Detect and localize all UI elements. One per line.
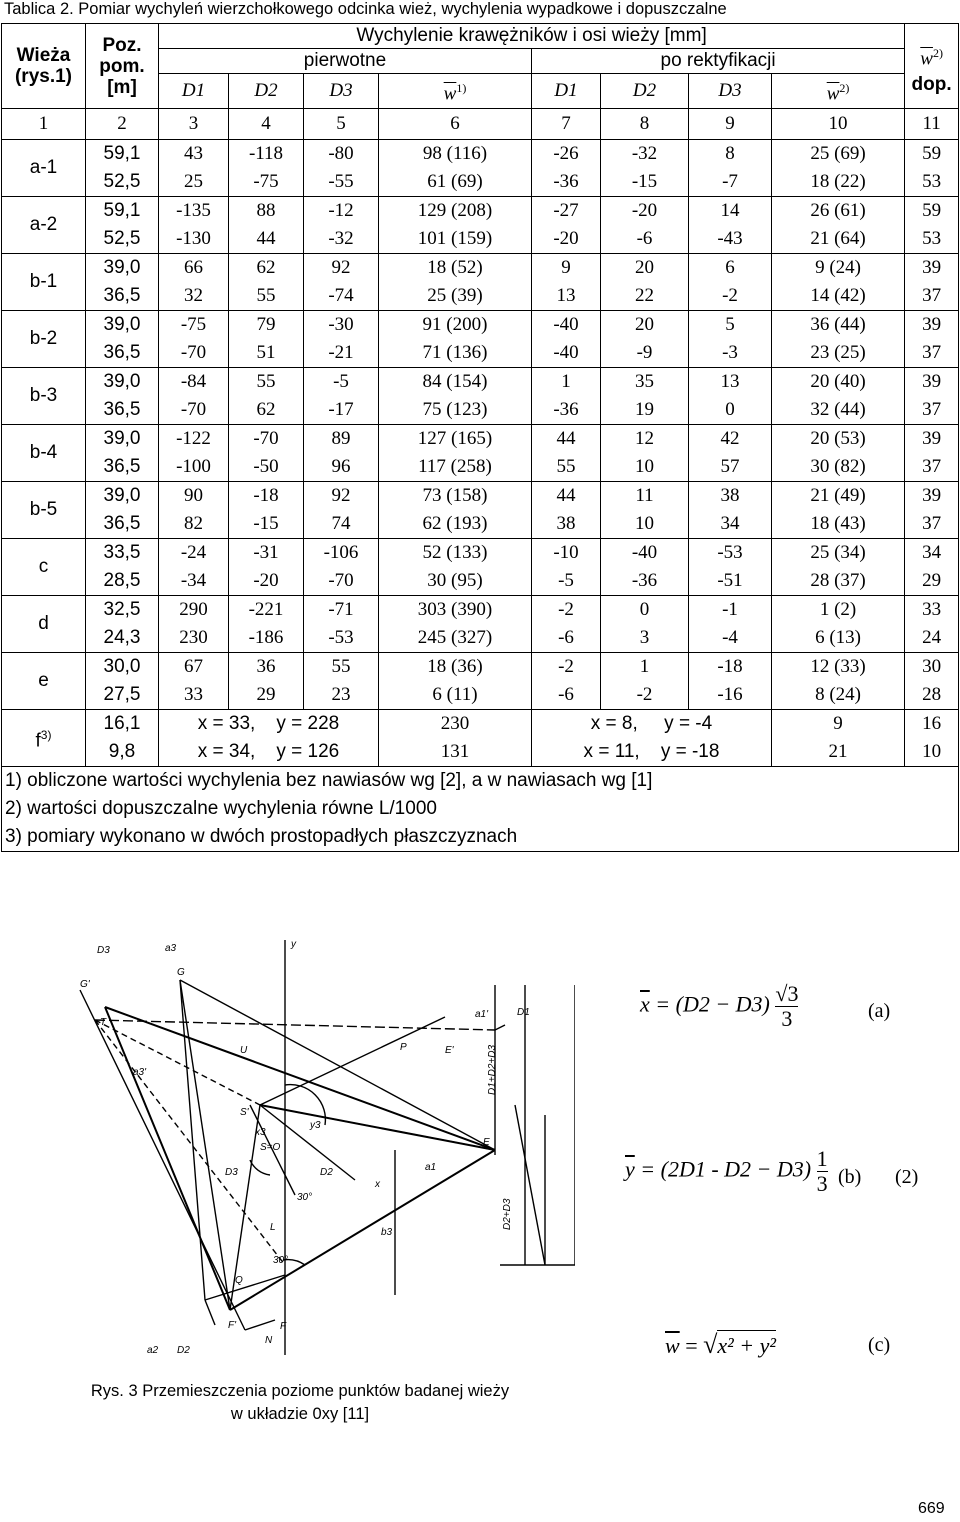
cell-rd2: 1 -2 bbox=[601, 653, 689, 710]
cell-d1: 43 25 bbox=[159, 140, 229, 197]
header-d2: D2 bbox=[229, 74, 304, 109]
cell-rd2: 20 22 bbox=[601, 254, 689, 311]
displacement-diagram bbox=[55, 935, 575, 1375]
header-wdop: $\overline{w}^{2)}$ dop. bbox=[905, 24, 959, 109]
cell-d1: -135 -130 bbox=[159, 197, 229, 254]
svg-text:Q: Q bbox=[235, 1275, 243, 1286]
tower-id: b-4 bbox=[2, 425, 86, 482]
cell-w: 18 (52) 25 (39) bbox=[379, 254, 532, 311]
cell-dop: 59 53 bbox=[905, 140, 959, 197]
cell-w: 129 (208) 101 (159) bbox=[379, 197, 532, 254]
svg-text:E': E' bbox=[445, 1045, 454, 1056]
cell-rd1: -40 -40 bbox=[532, 311, 601, 368]
table-caption: Tablica 2. Pomiar wychyleń wierzchołkowego odcinka wież, wychylenia wypadkowe i dopuszczalne bbox=[4, 0, 727, 18]
cell-w: 98 (116) 61 (69) bbox=[379, 140, 532, 197]
cell-rd2: 35 19 bbox=[601, 368, 689, 425]
column-number: 8 bbox=[601, 109, 689, 140]
cell-pos: 16,1 9,8 bbox=[86, 710, 159, 767]
equation-a-label: (a) bbox=[868, 1000, 891, 1022]
cell-rd3: -53 -51 bbox=[689, 539, 772, 596]
svg-text:D2: D2 bbox=[177, 1345, 190, 1356]
svg-text:b3: b3 bbox=[381, 1227, 393, 1238]
svg-text:G': G' bbox=[80, 979, 90, 990]
tower-id: e bbox=[2, 653, 86, 710]
header-rd1: D1 bbox=[532, 74, 601, 109]
cell-w: 230 131 bbox=[379, 710, 532, 767]
cell-d3: -12 -32 bbox=[304, 197, 379, 254]
cell-rd3: 6 -2 bbox=[689, 254, 772, 311]
equation-number: (2) bbox=[895, 1166, 919, 1188]
tower-id: d bbox=[2, 596, 86, 653]
cell-pos: 59,1 52,5 bbox=[86, 140, 159, 197]
cell-rw: 21 (49) 18 (43) bbox=[772, 482, 905, 539]
cell-d1: 290 230 bbox=[159, 596, 229, 653]
svg-text:P: P bbox=[400, 1042, 407, 1053]
tower-id: b-5 bbox=[2, 482, 86, 539]
svg-text:a2: a2 bbox=[147, 1345, 159, 1356]
svg-text:a1': a1' bbox=[475, 1009, 489, 1020]
cell-rd1: -10 -5 bbox=[532, 539, 601, 596]
equation-c: $\overline{w} = √x^2 + y^2$ bbox=[665, 1330, 776, 1359]
cell-rd2: -40 -36 bbox=[601, 539, 689, 596]
header-rd3: D3 bbox=[689, 74, 772, 109]
cell-pos: 39,0 36,5 bbox=[86, 254, 159, 311]
table-row bbox=[2, 425, 959, 482]
equation-b: $\overline{y} = (2D1 - D2 - D3)$ $\frac{1}{3}$ bbox=[625, 1146, 828, 1196]
note: 2) wartości dopuszczalne wychylenia równe L/1000 bbox=[5, 798, 437, 820]
header-position: Poz. pom. [m] bbox=[86, 24, 159, 109]
header-d1: D1 bbox=[159, 74, 229, 109]
table-row bbox=[2, 140, 959, 197]
table-row bbox=[2, 539, 959, 596]
cell-pos: 39,0 36,5 bbox=[86, 311, 159, 368]
cell-d3: 92 -74 bbox=[304, 254, 379, 311]
cell-dop: 16 10 bbox=[905, 710, 959, 767]
note: 1) obliczone wartości wychylenia bez nawiasów wg [2], a w nawiasach wg [1] bbox=[5, 770, 653, 792]
cell-d3: -71 -53 bbox=[304, 596, 379, 653]
cell-rw: 1 (2) 6 (13) bbox=[772, 596, 905, 653]
tower-id: b-3 bbox=[2, 368, 86, 425]
cell-rd1: -27 -20 bbox=[532, 197, 601, 254]
svg-text:D3: D3 bbox=[225, 1167, 238, 1178]
svg-text:S=O: S=O bbox=[260, 1142, 281, 1153]
cell-d3: -80 -55 bbox=[304, 140, 379, 197]
column-number: 3 bbox=[159, 109, 229, 140]
equation-b-label: (b) bbox=[838, 1166, 862, 1188]
header-original: pierwotne bbox=[159, 49, 532, 74]
cell-rd2: -32 -15 bbox=[601, 140, 689, 197]
cell-rd1: 1 -36 bbox=[532, 368, 601, 425]
column-numbers bbox=[2, 109, 959, 140]
cell-after-xy: x = 8, y = -4 x = 11, y = -18 bbox=[532, 710, 772, 767]
cell-dop: 39 37 bbox=[905, 482, 959, 539]
cell-w: 18 (36) 6 (11) bbox=[379, 653, 532, 710]
svg-text:U: U bbox=[240, 1045, 248, 1056]
cell-rd3: 13 0 bbox=[689, 368, 772, 425]
cell-d3: -30 -21 bbox=[304, 311, 379, 368]
cell-rd2: 20 -9 bbox=[601, 311, 689, 368]
cell-orig-xy: x = 33, y = 228 x = 34, y = 126 bbox=[159, 710, 379, 767]
cell-d3: 55 23 bbox=[304, 653, 379, 710]
cell-d2: 55 62 bbox=[229, 368, 304, 425]
cell-rd1: -2 -6 bbox=[532, 596, 601, 653]
header-group: Wychylenie krawężników i osi wieży [mm] bbox=[159, 24, 905, 49]
header-after: po rektyfikacji bbox=[532, 49, 905, 74]
tower-id: $f^{3)}$ bbox=[2, 710, 86, 767]
header-rd2: D2 bbox=[601, 74, 689, 109]
tower-id: a-2 bbox=[2, 197, 86, 254]
table-row bbox=[2, 596, 959, 653]
column-number: 11 bbox=[905, 109, 959, 140]
cell-dop: 30 28 bbox=[905, 653, 959, 710]
cell-d2: -221 -186 bbox=[229, 596, 304, 653]
column-number: 2 bbox=[86, 109, 159, 140]
svg-text:30°: 30° bbox=[297, 1192, 313, 1203]
cell-d2: -118 -75 bbox=[229, 140, 304, 197]
cell-w: 84 (154) 75 (123) bbox=[379, 368, 532, 425]
cell-rd3: 14 -43 bbox=[689, 197, 772, 254]
svg-text:G: G bbox=[177, 967, 185, 978]
cell-d3: 89 96 bbox=[304, 425, 379, 482]
cell-pos: 32,5 24,3 bbox=[86, 596, 159, 653]
cell-rw: 25 (34) 28 (37) bbox=[772, 539, 905, 596]
column-number: 10 bbox=[772, 109, 905, 140]
measurement-table bbox=[1, 23, 959, 852]
svg-text:N: N bbox=[265, 1335, 273, 1346]
cell-rw: 9 21 bbox=[772, 710, 905, 767]
svg-text:T: T bbox=[100, 1017, 107, 1028]
svg-text:30°: 30° bbox=[273, 1255, 289, 1266]
svg-text:S': S' bbox=[240, 1107, 249, 1118]
column-number: 4 bbox=[229, 109, 304, 140]
equation-a: $\overline{x} = (D2 - D3)$ $\frac{√3}{3}$ bbox=[640, 981, 799, 1031]
page-number: 669 bbox=[918, 1500, 945, 1517]
cell-rw: 12 (33) 8 (24) bbox=[772, 653, 905, 710]
cell-d1: -122 -100 bbox=[159, 425, 229, 482]
cell-dop: 39 37 bbox=[905, 368, 959, 425]
cell-rd2: 0 3 bbox=[601, 596, 689, 653]
cell-d3: 92 74 bbox=[304, 482, 379, 539]
svg-text:a3': a3' bbox=[133, 1067, 147, 1078]
svg-text:x3: x3 bbox=[255, 1127, 266, 1138]
table-row bbox=[2, 254, 959, 311]
cell-rd2: 12 10 bbox=[601, 425, 689, 482]
cell-rw: 36 (44) 23 (25) bbox=[772, 311, 905, 368]
cell-rd3: 5 -3 bbox=[689, 311, 772, 368]
cell-rd3: 42 57 bbox=[689, 425, 772, 482]
tower-id: b-2 bbox=[2, 311, 86, 368]
cell-w: 73 (158) 62 (193) bbox=[379, 482, 532, 539]
cell-d3: -106 -70 bbox=[304, 539, 379, 596]
cell-d2: 79 51 bbox=[229, 311, 304, 368]
cell-dop: 33 24 bbox=[905, 596, 959, 653]
cell-d2: -31 -20 bbox=[229, 539, 304, 596]
cell-rd3: 38 34 bbox=[689, 482, 772, 539]
column-number: 1 bbox=[2, 109, 86, 140]
cell-rd2: 11 10 bbox=[601, 482, 689, 539]
cell-d2: -18 -15 bbox=[229, 482, 304, 539]
cell-rd1: -2 -6 bbox=[532, 653, 601, 710]
cell-rw: 9 (24) 14 (42) bbox=[772, 254, 905, 311]
svg-text:L: L bbox=[270, 1222, 276, 1233]
cell-dop: 34 29 bbox=[905, 539, 959, 596]
cell-d2: 88 44 bbox=[229, 197, 304, 254]
tower-id: b-1 bbox=[2, 254, 86, 311]
cell-rw: 26 (61) 21 (64) bbox=[772, 197, 905, 254]
svg-text:D2+D3: D2+D3 bbox=[502, 1198, 513, 1230]
cell-w: 127 (165) 117 (258) bbox=[379, 425, 532, 482]
tower-id: a-1 bbox=[2, 140, 86, 197]
table-row bbox=[2, 311, 959, 368]
table-row bbox=[2, 653, 959, 710]
cell-rw: 25 (69) 18 (22) bbox=[772, 140, 905, 197]
column-number: 5 bbox=[304, 109, 379, 140]
cell-w: 91 (200) 71 (136) bbox=[379, 311, 532, 368]
svg-text:y: y bbox=[291, 939, 296, 950]
svg-text:E: E bbox=[483, 1137, 490, 1148]
cell-d1: 90 82 bbox=[159, 482, 229, 539]
header-tower: Wieża (rys.1) bbox=[2, 24, 86, 109]
column-number: 7 bbox=[532, 109, 601, 140]
cell-dop: 59 53 bbox=[905, 197, 959, 254]
svg-text:x: x bbox=[375, 1179, 380, 1190]
svg-text:F: F bbox=[280, 1321, 287, 1332]
cell-pos: 59,1 52,5 bbox=[86, 197, 159, 254]
svg-text:D3: D3 bbox=[97, 945, 110, 956]
cell-d1: 66 32 bbox=[159, 254, 229, 311]
svg-text:D2: D2 bbox=[320, 1167, 333, 1178]
cell-w: 303 (390) 245 (327) bbox=[379, 596, 532, 653]
cell-d2: 62 55 bbox=[229, 254, 304, 311]
cell-pos: 39,0 36,5 bbox=[86, 425, 159, 482]
cell-rd1: 9 13 bbox=[532, 254, 601, 311]
cell-d1: -75 -70 bbox=[159, 311, 229, 368]
cell-rd1: 44 38 bbox=[532, 482, 601, 539]
table-notes bbox=[2, 767, 959, 852]
svg-text:D1+D2+D3: D1+D2+D3 bbox=[487, 1044, 498, 1095]
cell-rw: 20 (53) 30 (82) bbox=[772, 425, 905, 482]
svg-text:F': F' bbox=[228, 1320, 237, 1331]
cell-d1: -84 -70 bbox=[159, 368, 229, 425]
cell-d3: -5 -17 bbox=[304, 368, 379, 425]
table-row bbox=[2, 368, 959, 425]
column-number: 9 bbox=[689, 109, 772, 140]
tower-id: c bbox=[2, 539, 86, 596]
cell-rd1: -26 -36 bbox=[532, 140, 601, 197]
cell-rd3: -1 -4 bbox=[689, 596, 772, 653]
table-row bbox=[2, 482, 959, 539]
svg-text:y3: y3 bbox=[310, 1120, 321, 1131]
note: 3) pomiary wykonano w dwóch prostopadłych płaszczyznach bbox=[5, 826, 518, 848]
header-d3: D3 bbox=[304, 74, 379, 109]
cell-dop: 39 37 bbox=[905, 311, 959, 368]
cell-pos: 30,0 27,5 bbox=[86, 653, 159, 710]
cell-w: 52 (133) 30 (95) bbox=[379, 539, 532, 596]
cell-dop: 39 37 bbox=[905, 425, 959, 482]
svg-text:D1: D1 bbox=[517, 1007, 530, 1018]
svg-text:a3: a3 bbox=[165, 943, 177, 954]
cell-rd1: 44 55 bbox=[532, 425, 601, 482]
cell-rd3: -18 -16 bbox=[689, 653, 772, 710]
cell-pos: 39,0 36,5 bbox=[86, 368, 159, 425]
cell-rd3: 8 -7 bbox=[689, 140, 772, 197]
cell-d2: 36 29 bbox=[229, 653, 304, 710]
header-rw: $\overline{w}^{2)}$ bbox=[772, 74, 905, 109]
cell-dop: 39 37 bbox=[905, 254, 959, 311]
table-row-f bbox=[2, 710, 959, 767]
table-row bbox=[2, 197, 959, 254]
cell-rd2: -20 -6 bbox=[601, 197, 689, 254]
cell-pos: 33,5 28,5 bbox=[86, 539, 159, 596]
cell-pos: 39,0 36,5 bbox=[86, 482, 159, 539]
figure-caption: Rys. 3 Przemieszczenia poziome punktów badanej wieży w układzie 0xy [11] bbox=[90, 1382, 510, 1423]
cell-rw: 20 (40) 32 (44) bbox=[772, 368, 905, 425]
cell-d2: -70 -50 bbox=[229, 425, 304, 482]
cell-d1: -24 -34 bbox=[159, 539, 229, 596]
column-number: 6 bbox=[379, 109, 532, 140]
svg-text:a1: a1 bbox=[425, 1162, 437, 1173]
equation-c-label: (c) bbox=[868, 1334, 891, 1356]
cell-d1: 67 33 bbox=[159, 653, 229, 710]
header-w: $\overline{w}^{1)}$ bbox=[379, 74, 532, 109]
